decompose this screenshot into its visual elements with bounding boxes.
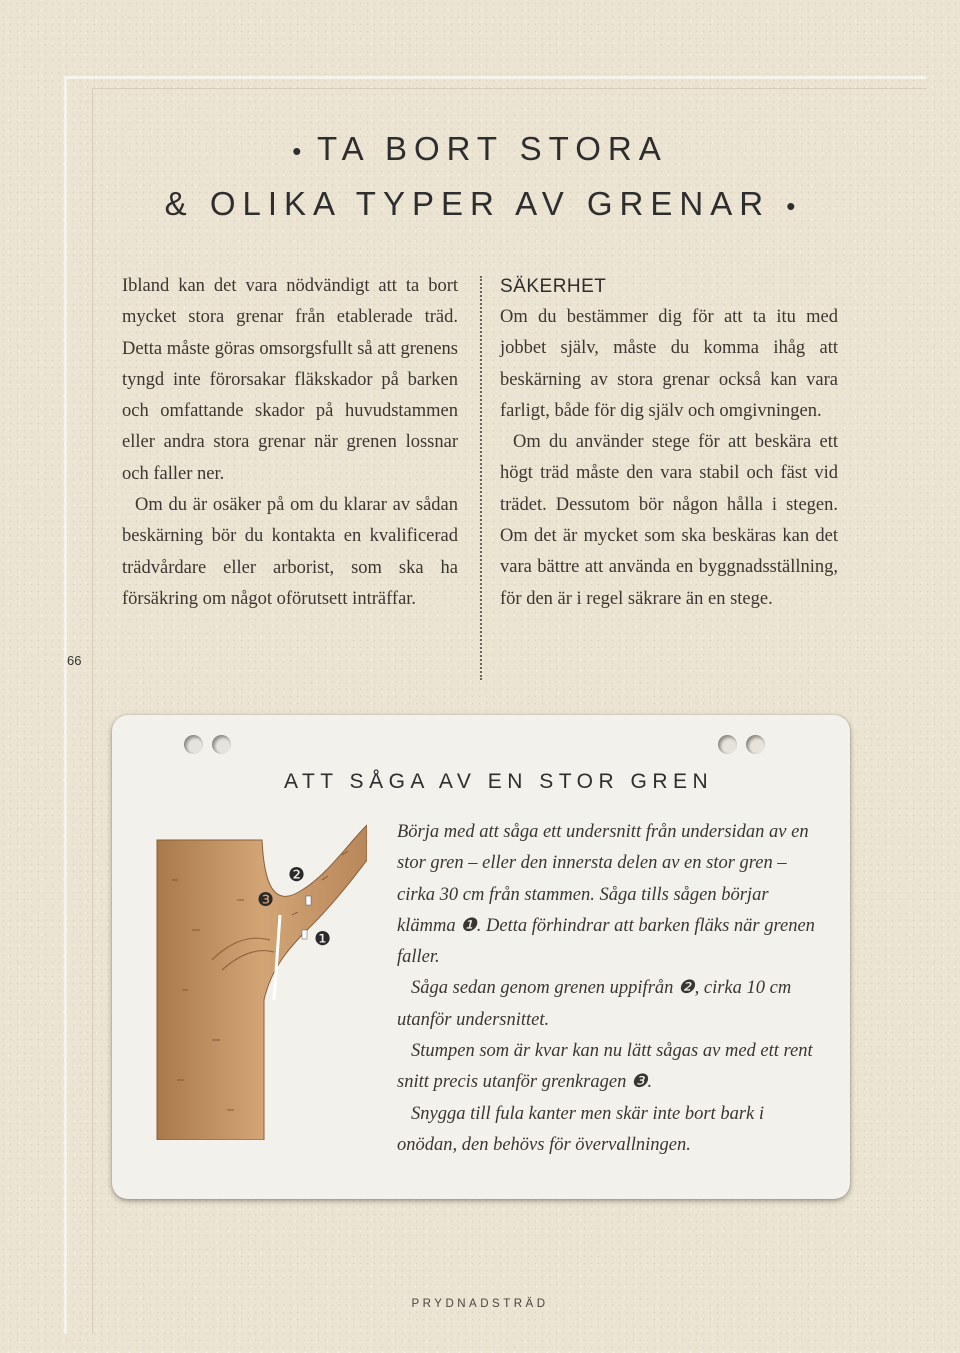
- card-hole-icon: [718, 735, 737, 754]
- diagram-label-2: ❷: [288, 864, 306, 886]
- title-bullet-right: •: [786, 191, 796, 221]
- card-hole-icon: [184, 735, 203, 754]
- card-instructions: [397, 817, 822, 1161]
- page-number: 66: [67, 653, 82, 668]
- title-line-1-text: TA BORT STORA: [316, 130, 668, 167]
- card-paragraph-1: Börja med att såga ett undersnitt från undersidan av en stor gren – eller den innersta delen av en stor gren – cirka 30 cm från stammen. Såga tills sågen börjar klämma ❶. Detta förhindrar att barken fläks när grenen faller.: [397, 822, 815, 968]
- left-column: [122, 271, 458, 615]
- right-column: [500, 271, 838, 615]
- footer-section-name: PRYDNADSTRÄD: [411, 1298, 549, 1310]
- card-title: ATT SÅGA AV EN STOR GREN: [284, 770, 714, 793]
- left-paragraph-2: Om du är osäker på om du klarar av sådan beskärning bör du kontakta en kvalificerad trädvårdare eller arborist, som ska ha försäkring om något oförutsett inträffar.: [122, 495, 458, 609]
- diagram-label-1: ❶: [314, 928, 332, 950]
- column-divider: [480, 276, 482, 680]
- title-line-2-text: & OLIKA TYPER AV GRENAR: [164, 185, 771, 222]
- right-paragraph-2: Om du använder stege för att beskära ett högt träd måste den vara stabil och fäst vid trädet. Dessutom bör någon hålla i stegen. Om det är mycket som ska beskäras kan det vara bättre att använda en byggnadsställning, för den är i regel säkrare än en stege.: [500, 432, 838, 609]
- title-bullet-left: •: [292, 136, 302, 166]
- diagram-label-3: ❸: [257, 889, 275, 911]
- card-paragraph-2: Såga sedan genom grenen uppifrån ❷, cirka 10 cm utanför undersnittet.: [397, 978, 792, 1030]
- right-paragraph-1: Om du bestämmer dig för att ta itu med jobbet själv, måste du komma ihåg att beskärning av stora grenar också kan vara farligt, både för dig själv och omgivningen.: [500, 307, 838, 421]
- card-hole-icon: [746, 735, 765, 754]
- safety-heading: SÄKERHET: [500, 276, 607, 297]
- card-paragraph-4: Snygga till fula kanter men skär inte bort bark i onödan, den behövs för övervallningen.: [397, 1103, 764, 1155]
- page-title-line-1: [0, 130, 960, 168]
- instruction-card: [112, 715, 850, 1199]
- card-paragraph-3: Stumpen som är kvar kan nu lätt sågas av med ett rent snitt precis utanför grenkragen ❸.: [397, 1041, 813, 1093]
- left-paragraph-1: Ibland kan det vara nödvändigt att ta bort mycket stora grenar från etablerade träd. Detta måste göras omsorgsfullt så att grenens tyngd inte förorsakar fläkskador på barken och omfattande skador på huvudstammen eller andra stora grenar när grenen lossnar och faller ner.: [122, 276, 458, 484]
- card-hole-icon: [212, 735, 231, 754]
- branch-cut-diagram-icon: [152, 820, 367, 1140]
- page-title-line-2: [0, 185, 960, 223]
